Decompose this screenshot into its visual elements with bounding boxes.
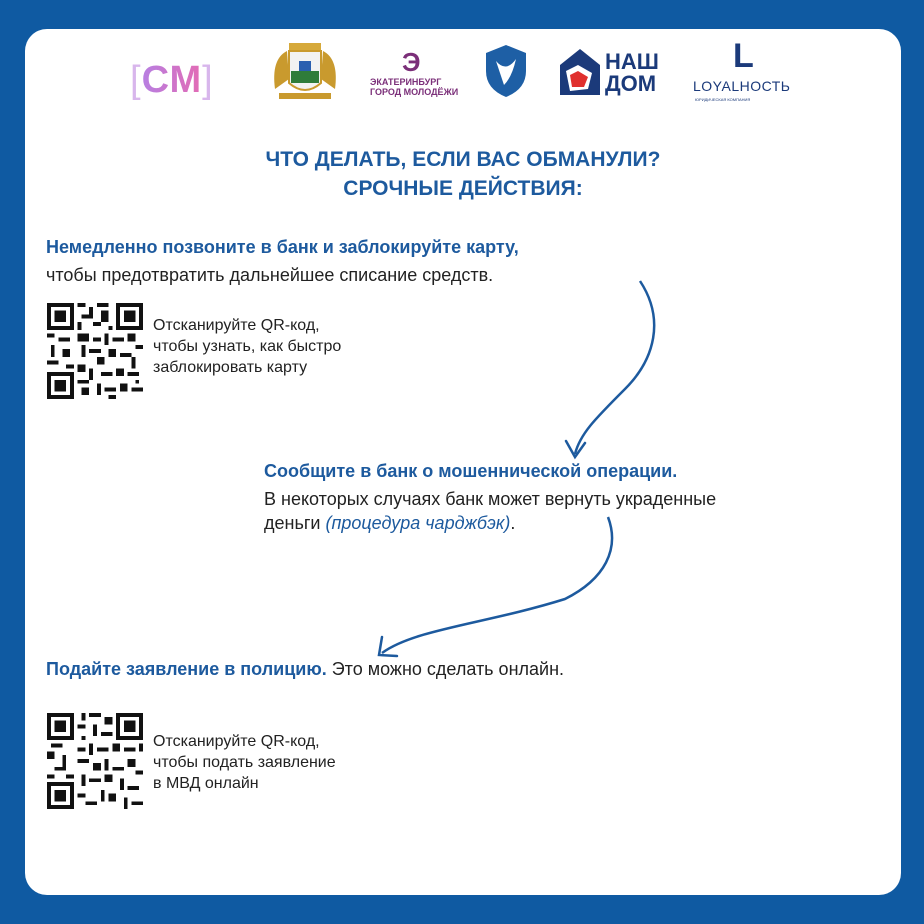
arrow-step1-to-step2	[575, 281, 654, 454]
loyal-logo-subtitle: ЮРИДИЧЕСКАЯ КОМПАНИЯ	[695, 97, 751, 102]
loyal-logo-text: LOYALНОСТЬ	[693, 78, 791, 94]
ekb-logo-line1: ЭКАТЕРИНБУРГ	[370, 77, 442, 87]
step1-qr-caption-line1: Отсканируйте QR-код,	[153, 317, 320, 334]
nash-dom-line2: ДОМ	[605, 71, 657, 96]
title-line1: ЧТО ДЕЛАТЬ, ЕСЛИ ВАС ОБМАНУЛИ?	[265, 148, 661, 171]
info-card	[25, 29, 901, 895]
cm-logo-bracket-right: ]	[202, 59, 214, 101]
step3-qr-caption	[153, 731, 336, 794]
step3-qr-caption-line1: Отсканируйте QR-код,	[153, 733, 320, 750]
qr-code-police-report-icon	[47, 713, 143, 809]
step2-text-line2: деньги (процедура чарджбэк).	[264, 513, 516, 533]
title-line2: СРОЧНЫЕ ДЕЙСТВИЯ:	[343, 177, 583, 200]
step2-text	[264, 487, 716, 535]
cm-logo-text: СМ	[141, 59, 203, 101]
cm-logo-bracket-left: [	[130, 59, 142, 101]
step2-heading: Сообщите в банк о мошеннической операции.	[264, 461, 678, 481]
step1-heading: Немедленно позвоните в банк и заблокируйте карту,	[46, 237, 519, 257]
step3-text-rest: Это можно сделать онлайн.	[326, 659, 565, 679]
loyal-logo-mark: L	[733, 37, 754, 75]
arrow-step2-to-step3	[382, 517, 612, 653]
step3-qr-caption-line2: чтобы подать заявление	[153, 754, 336, 771]
ekb-logo-mark: Э	[402, 47, 421, 77]
chargeback-note: (процедура чарджбэк)	[325, 513, 511, 533]
step3-heading: Подайте заявление в полицию.	[46, 659, 327, 679]
step3-qr-caption-line3: в МВД онлайн	[153, 775, 259, 792]
step1-qr-caption-line2: чтобы узнать, как быстро	[153, 338, 342, 355]
step1-qr-caption-line3: заблокировать карту	[153, 359, 308, 376]
step3-text	[46, 657, 564, 681]
nash-dom-line1: НАШ	[605, 49, 659, 74]
step1-text: чтобы предотвратить дальнейшее списание средств.	[46, 265, 494, 285]
ekb-logo-line2: ГОРОД МОЛОДЁЖИ	[370, 87, 459, 97]
step2-text-line1: В некоторых случаях банк может вернуть украденные	[264, 489, 717, 509]
